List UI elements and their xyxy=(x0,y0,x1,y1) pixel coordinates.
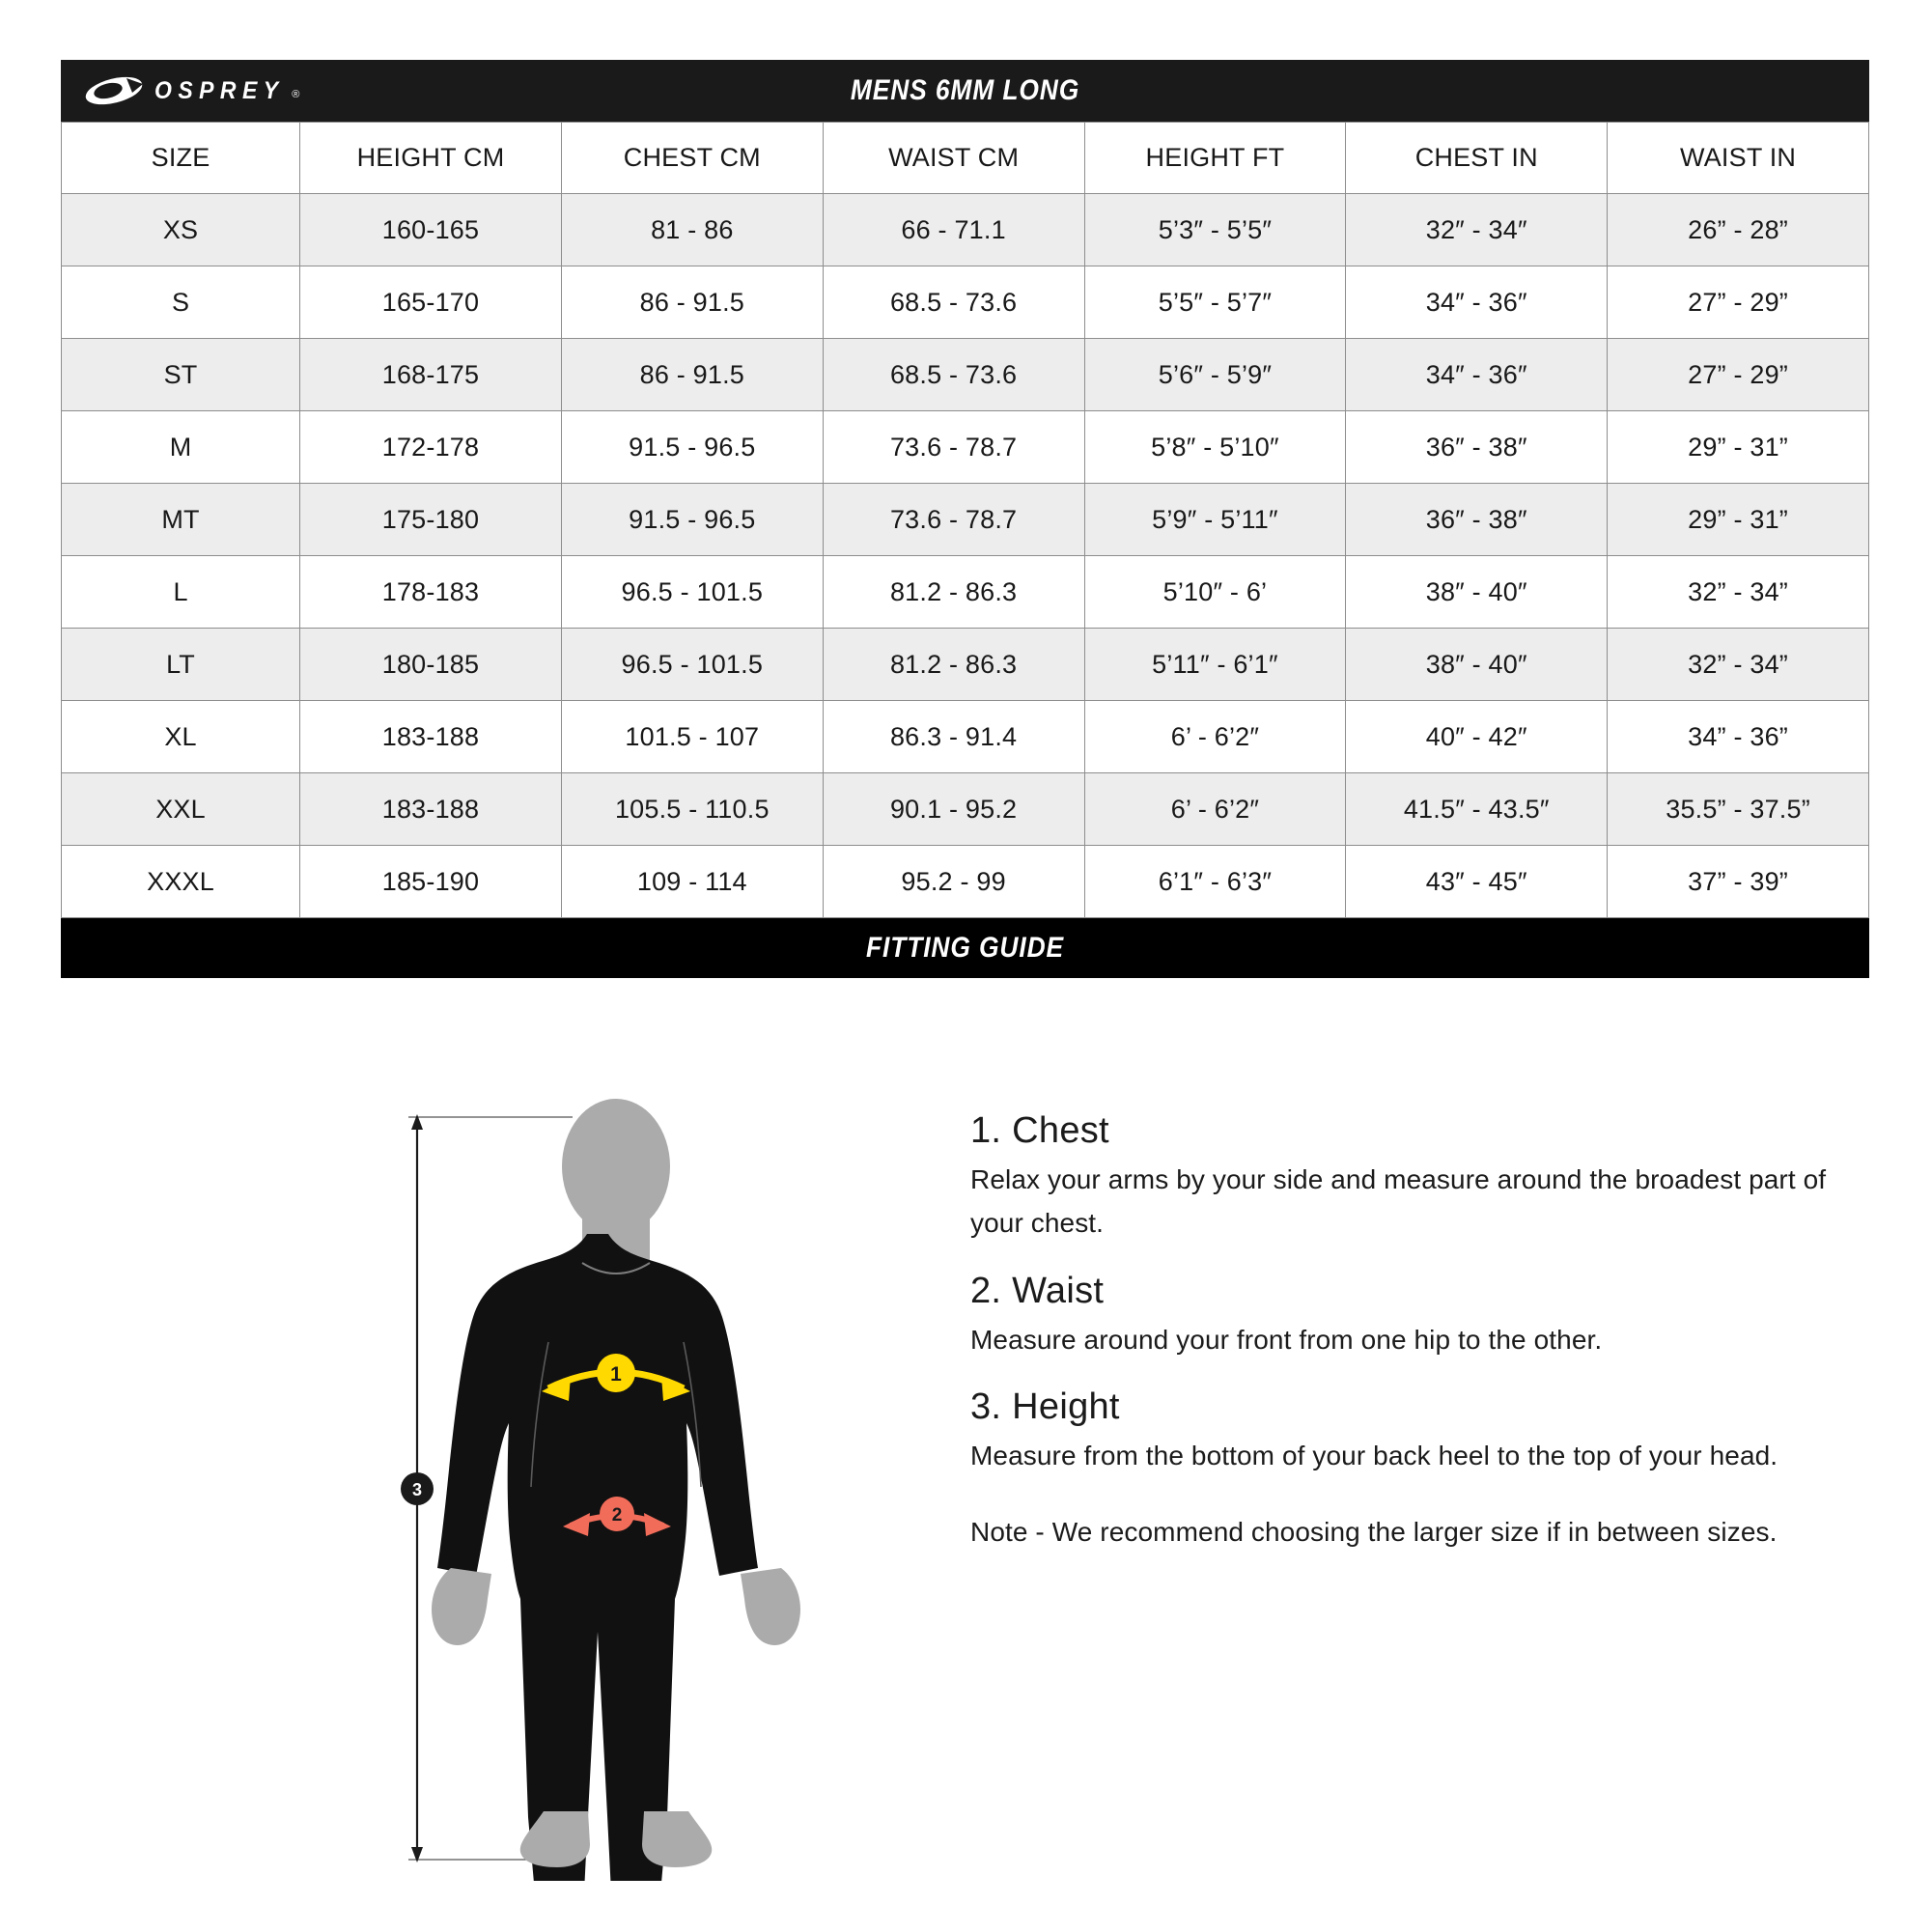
size-table xyxy=(61,122,1869,918)
table-row xyxy=(62,411,1869,484)
right-foot-shape xyxy=(642,1811,712,1867)
measurement-cell: 109 - 114 xyxy=(561,846,823,918)
measurement-cell: 29” - 31” xyxy=(1608,484,1869,556)
table-row xyxy=(62,484,1869,556)
instruction-heading: 2. Waist xyxy=(970,1270,1105,1311)
fitting-guide-banner xyxy=(61,918,1869,978)
size-label-cell: LT xyxy=(62,629,300,701)
column-header: HEIGHT CM xyxy=(300,123,562,194)
measurement-cell: 37” - 39” xyxy=(1608,846,1869,918)
size-label-cell: XXXL xyxy=(62,846,300,918)
instruction-body: Relax your arms by your side and measure around the broadest part of your chest. xyxy=(970,1164,1827,1239)
size-label-cell: S xyxy=(62,266,300,339)
waist-marker-number: 2 xyxy=(611,1505,623,1526)
measurement-cell: 101.5 - 107 xyxy=(561,701,823,773)
size-table-body xyxy=(62,194,1869,918)
table-row xyxy=(62,629,1869,701)
brand-name: OSPREY xyxy=(154,76,285,104)
measurement-cell: 32” - 34” xyxy=(1608,629,1869,701)
measurement-cell: 5’5″ - 5’7″ xyxy=(1084,266,1346,339)
measurement-cell: 66 - 71.1 xyxy=(823,194,1084,266)
measurement-cell: 91.5 - 96.5 xyxy=(561,411,823,484)
measurement-cell: 105.5 - 110.5 xyxy=(561,773,823,846)
registered-mark: ® xyxy=(292,89,300,100)
table-header-row xyxy=(62,123,1869,194)
measurement-cell: 90.1 - 95.2 xyxy=(823,773,1084,846)
measurement-cell: 6’1″ - 6’3″ xyxy=(1084,846,1346,918)
instruction-body: Measure from the bottom of your back heel to the top of your head. xyxy=(970,1441,1778,1471)
column-header: SIZE xyxy=(62,123,300,194)
measurement-cell: 32″ - 34″ xyxy=(1346,194,1608,266)
measurement-cell: 86 - 91.5 xyxy=(561,339,823,411)
measurement-cell: 96.5 - 101.5 xyxy=(561,556,823,629)
measurement-cell: 86.3 - 91.4 xyxy=(823,701,1084,773)
measurement-cell: 183-188 xyxy=(300,701,562,773)
measurement-cell: 27” - 29” xyxy=(1608,266,1869,339)
measurement-cell: 180-185 xyxy=(300,629,562,701)
right-hand-shape xyxy=(741,1568,800,1645)
fitting-guide-banner-label: FITTING GUIDE xyxy=(865,932,1065,964)
measurement-cell: 172-178 xyxy=(300,411,562,484)
height-marker-number: 3 xyxy=(411,1480,423,1499)
column-header: HEIGHT FT xyxy=(1084,123,1346,194)
size-label-cell: L xyxy=(62,556,300,629)
measurement-cell: 183-188 xyxy=(300,773,562,846)
wetsuit-shape xyxy=(437,1234,758,1881)
measurement-cell: 68.5 - 73.6 xyxy=(823,266,1084,339)
chest-marker-number: 1 xyxy=(610,1363,622,1386)
instruction-heading: 3. Height xyxy=(970,1386,1120,1428)
measurement-cell: 5’6″ - 5’9″ xyxy=(1084,339,1346,411)
measurement-cell: 68.5 - 73.6 xyxy=(823,339,1084,411)
measurement-cell: 5’9″ - 5’11″ xyxy=(1084,484,1346,556)
measurement-cell: 175-180 xyxy=(300,484,562,556)
measurement-figure xyxy=(61,1089,949,1886)
table-row xyxy=(62,194,1869,266)
column-header: CHEST IN xyxy=(1346,123,1608,194)
measurement-cell: 35.5” - 37.5” xyxy=(1608,773,1869,846)
size-label-cell: XL xyxy=(62,701,300,773)
brand-header-bar xyxy=(61,60,1869,122)
table-row xyxy=(62,773,1869,846)
measurement-cell: 29” - 31” xyxy=(1608,411,1869,484)
measurement-cell: 34″ - 36″ xyxy=(1346,266,1608,339)
measurement-cell: 96.5 - 101.5 xyxy=(561,629,823,701)
table-row xyxy=(62,339,1869,411)
measurement-cell: 73.6 - 78.7 xyxy=(823,484,1084,556)
measurement-cell: 34″ - 36″ xyxy=(1346,339,1608,411)
measurement-cell: 34” - 36” xyxy=(1608,701,1869,773)
measurement-cell: 5’8″ - 5’10″ xyxy=(1084,411,1346,484)
osprey-swoosh-icon xyxy=(84,76,144,105)
measurement-cell: 27” - 29” xyxy=(1608,339,1869,411)
instruction-body: Measure around your front from one hip to the other. xyxy=(970,1324,1603,1355)
measurement-cell: 160-165 xyxy=(300,194,562,266)
measurement-cell: 81.2 - 86.3 xyxy=(823,629,1084,701)
measurement-cell: 168-175 xyxy=(300,339,562,411)
measurement-cell: 6’ - 6’2″ xyxy=(1084,701,1346,773)
measurement-cell: 36″ - 38″ xyxy=(1346,411,1608,484)
measurement-cell: 32” - 34” xyxy=(1608,556,1869,629)
fitting-guide-section xyxy=(61,1089,1869,1886)
sizing-note: Note - We recommend choosing the larger size if in between sizes. xyxy=(970,1517,1778,1548)
size-label-cell: M xyxy=(62,411,300,484)
measurement-cell: 81 - 86 xyxy=(561,194,823,266)
instruction-block xyxy=(970,1110,1869,1246)
fitting-instructions xyxy=(949,1089,1869,1886)
column-header: CHEST CM xyxy=(561,123,823,194)
instruction-block xyxy=(970,1271,1869,1361)
size-label-cell: XXL xyxy=(62,773,300,846)
measurement-cell: 41.5″ - 43.5″ xyxy=(1346,773,1608,846)
measurement-cell: 40″ - 42″ xyxy=(1346,701,1608,773)
measurement-cell: 73.6 - 78.7 xyxy=(823,411,1084,484)
wetsuit-figure-diagram xyxy=(61,1089,949,1881)
table-row xyxy=(62,266,1869,339)
instruction-block xyxy=(970,1386,1869,1477)
instruction-heading: 1. Chest xyxy=(970,1110,1109,1151)
size-chart xyxy=(61,60,1869,978)
measurement-cell: 185-190 xyxy=(300,846,562,918)
size-label-cell: ST xyxy=(62,339,300,411)
measurement-cell: 178-183 xyxy=(300,556,562,629)
mannequin-body xyxy=(432,1099,800,1881)
measurement-cell: 95.2 - 99 xyxy=(823,846,1084,918)
table-row xyxy=(62,701,1869,773)
measurement-cell: 5’11″ - 6’1″ xyxy=(1084,629,1346,701)
size-label-cell: XS xyxy=(62,194,300,266)
measurement-cell: 26” - 28” xyxy=(1608,194,1869,266)
measurement-cell: 36″ - 38″ xyxy=(1346,484,1608,556)
table-row xyxy=(62,846,1869,918)
measurement-cell: 6’ - 6’2″ xyxy=(1084,773,1346,846)
height-measure-marker xyxy=(401,1472,434,1505)
measurement-cell: 91.5 - 96.5 xyxy=(561,484,823,556)
measurement-cell: 86 - 91.5 xyxy=(561,266,823,339)
size-label-cell: MT xyxy=(62,484,300,556)
column-header: WAIST IN xyxy=(1608,123,1869,194)
measurement-cell: 38″ - 40″ xyxy=(1346,629,1608,701)
measurement-cell: 5’10″ - 6’ xyxy=(1084,556,1346,629)
measurement-cell: 5’3″ - 5’5″ xyxy=(1084,194,1346,266)
measurement-cell: 43″ - 45″ xyxy=(1346,846,1608,918)
page-title: MENS 6MM LONG xyxy=(850,74,1080,106)
measurement-cell: 38″ - 40″ xyxy=(1346,556,1608,629)
table-row xyxy=(62,556,1869,629)
column-header: WAIST CM xyxy=(823,123,1084,194)
left-hand-shape xyxy=(432,1568,491,1645)
measurement-cell: 81.2 - 86.3 xyxy=(823,556,1084,629)
measurement-cell: 165-170 xyxy=(300,266,562,339)
